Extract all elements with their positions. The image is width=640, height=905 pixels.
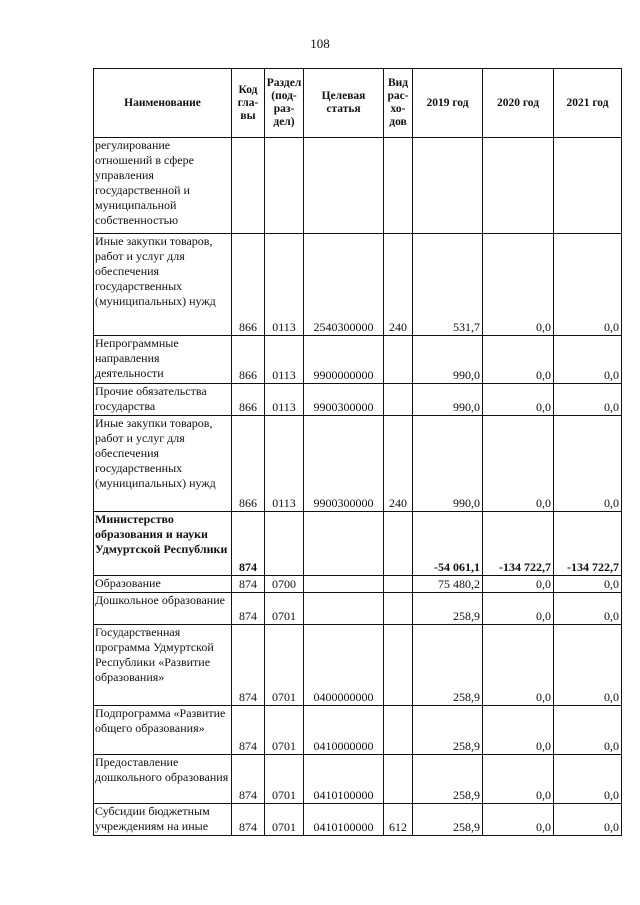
cell-section: 0700: [265, 576, 304, 593]
cell-tyear-pe: [384, 138, 413, 234]
cell-target: 0410100000: [304, 804, 384, 836]
cell-code: 874: [232, 755, 265, 804]
cell-year-2021: 0,0: [554, 804, 622, 836]
header-2019: 2019 год: [413, 69, 483, 138]
cell-year-2020: 0,0: [483, 804, 554, 836]
cell-year-2019: -54 061,1: [413, 512, 483, 576]
table-row: [94, 384, 622, 416]
cell-year-2019: 990,0: [413, 416, 483, 512]
table-row: [94, 416, 622, 512]
cell-code: 866: [232, 336, 265, 384]
header-code: Код гла- вы: [232, 69, 265, 138]
cell-target: 9900300000: [304, 416, 384, 512]
cell-section: 0701: [265, 706, 304, 755]
cell-code: [232, 138, 265, 234]
table-row: [94, 625, 622, 706]
cell-name: Прочие обязательства государства: [94, 384, 232, 416]
cell-code: 866: [232, 416, 265, 512]
table-row: [94, 576, 622, 593]
cell-target: 0410000000: [304, 706, 384, 755]
cell-section: 0701: [265, 625, 304, 706]
cell-target: [304, 138, 384, 234]
cell-year-2020: [483, 138, 554, 234]
cell-name: Непрограммные направления деятельности: [94, 336, 232, 384]
cell-code: 874: [232, 625, 265, 706]
cell-tyear-pe: [384, 755, 413, 804]
cell-year-2020: 0,0: [483, 706, 554, 755]
cell-year-2021: 0,0: [554, 625, 622, 706]
cell-name: регулирование отношений в сфере управления государственной и муниципальной собственностью: [94, 138, 232, 234]
cell-name: Министерство образования и науки Удмуртской Республики: [94, 512, 232, 576]
cell-section: 0113: [265, 234, 304, 336]
table-header-row: [94, 69, 622, 138]
cell-target: [304, 512, 384, 576]
table-row: [94, 804, 622, 836]
cell-tyear-pe: 612: [384, 804, 413, 836]
budget-table: [93, 68, 622, 836]
page-number: 108: [310, 36, 330, 51]
table-row: [94, 234, 622, 336]
cell-tyear-pe: 240: [384, 416, 413, 512]
table-row: [94, 755, 622, 804]
table-row: [94, 512, 622, 576]
cell-year-2021: 0,0: [554, 706, 622, 755]
table-row: [94, 138, 622, 234]
cell-section: 0701: [265, 593, 304, 625]
cell-year-2019: [413, 138, 483, 234]
cell-year-2021: 0,0: [554, 593, 622, 625]
cell-year-2019: 990,0: [413, 336, 483, 384]
cell-name: Иные закупки товаров, работ и услуг для обеспечения государственных (муниципальных) нужд: [94, 234, 232, 336]
cell-section: [265, 138, 304, 234]
cell-year-2020: 0,0: [483, 384, 554, 416]
cell-section: 0701: [265, 755, 304, 804]
cell-section: 0113: [265, 384, 304, 416]
cell-year-2021: [554, 138, 622, 234]
cell-target: 9900000000: [304, 336, 384, 384]
cell-section: 0701: [265, 804, 304, 836]
header-type: Вид рас- хо- дов: [384, 69, 413, 138]
header-2021: 2021 год: [554, 69, 622, 138]
cell-year-2019: 258,9: [413, 625, 483, 706]
cell-name: Дошкольное образование: [94, 593, 232, 625]
cell-name: Предоставление дошкольного образования: [94, 755, 232, 804]
cell-year-2019: 531,7: [413, 234, 483, 336]
cell-name: Государственная программа Удмуртской Республики «Развитие образования»: [94, 625, 232, 706]
cell-year-2020: 0,0: [483, 755, 554, 804]
cell-year-2020: 0,0: [483, 625, 554, 706]
cell-name: Иные закупки товаров, работ и услуг для обеспечения государственных (муниципальных) нужд: [94, 416, 232, 512]
cell-tyear-pe: [384, 625, 413, 706]
table-row: [94, 593, 622, 625]
cell-code: 874: [232, 706, 265, 755]
cell-tyear-pe: [384, 336, 413, 384]
header-2020: 2020 год: [483, 69, 554, 138]
cell-year-2020: 0,0: [483, 416, 554, 512]
cell-code: 874: [232, 576, 265, 593]
cell-code: 866: [232, 234, 265, 336]
cell-year-2019: 258,9: [413, 706, 483, 755]
cell-tyear-pe: [384, 593, 413, 625]
cell-year-2019: 75 480,2: [413, 576, 483, 593]
cell-name: Субсидии бюджетным учреждениям на иные: [94, 804, 232, 836]
cell-target: 9900300000: [304, 384, 384, 416]
cell-year-2020: 0,0: [483, 234, 554, 336]
cell-year-2019: 258,9: [413, 593, 483, 625]
table-body: [94, 138, 622, 836]
table-row: [94, 706, 622, 755]
cell-year-2021: 0,0: [554, 416, 622, 512]
cell-tyear-pe: [384, 384, 413, 416]
cell-year-2020: 0,0: [483, 576, 554, 593]
cell-code: 874: [232, 804, 265, 836]
cell-year-2020: -134 722,7: [483, 512, 554, 576]
header-name: Наименование: [94, 69, 232, 138]
cell-code: 874: [232, 593, 265, 625]
cell-year-2021: 0,0: [554, 755, 622, 804]
cell-section: 0113: [265, 336, 304, 384]
cell-year-2021: 0,0: [554, 576, 622, 593]
header-section: Раздел (под- раз- дел): [265, 69, 304, 138]
cell-year-2021: 0,0: [554, 336, 622, 384]
cell-section: 0113: [265, 416, 304, 512]
cell-tyear-pe: 240: [384, 234, 413, 336]
cell-target: 0400000000: [304, 625, 384, 706]
table-row: [94, 336, 622, 384]
cell-year-2020: 0,0: [483, 336, 554, 384]
cell-target: 2540300000: [304, 234, 384, 336]
cell-tyear-pe: [384, 706, 413, 755]
cell-year-2021: 0,0: [554, 234, 622, 336]
header-target: Целевая статья: [304, 69, 384, 138]
cell-code: 874: [232, 512, 265, 576]
cell-tyear-pe: [384, 576, 413, 593]
cell-year-2019: 258,9: [413, 755, 483, 804]
cell-target: [304, 593, 384, 625]
cell-tyear-pe: [384, 512, 413, 576]
cell-section: [265, 512, 304, 576]
cell-year-2019: 990,0: [413, 384, 483, 416]
cell-name: Подпрограмма «Развитие общего образования»: [94, 706, 232, 755]
cell-year-2021: -134 722,7: [554, 512, 622, 576]
cell-name: Образование: [94, 576, 232, 593]
cell-year-2021: 0,0: [554, 384, 622, 416]
cell-target: 0410100000: [304, 755, 384, 804]
cell-target: [304, 576, 384, 593]
cell-year-2020: 0,0: [483, 593, 554, 625]
cell-code: 866: [232, 384, 265, 416]
cell-year-2019: 258,9: [413, 804, 483, 836]
